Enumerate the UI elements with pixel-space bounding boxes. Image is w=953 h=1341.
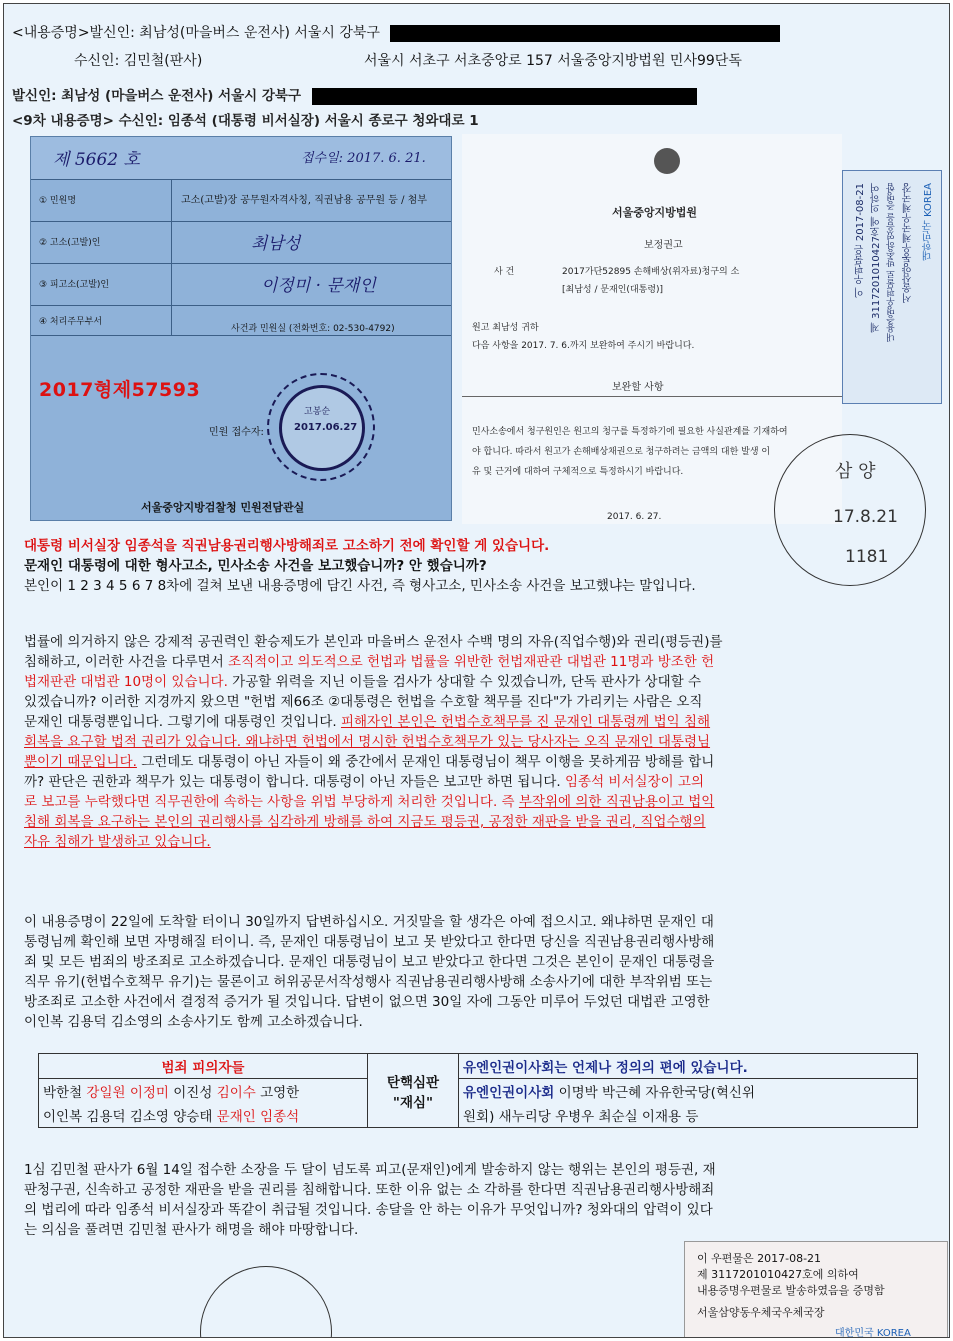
- p2-line-10: 침해 회복을 요구하는 본인의 권리행사를 심각하게 방해를 하여 지금도 평등권, 공정한 재판을 받을 권리, 직업수행의: [24, 814, 706, 830]
- s2-b: 문재인 임종석: [216, 1109, 300, 1125]
- p2-line-3a: 법재판관 대법관 10명이 있습니다.: [24, 674, 228, 690]
- redaction-bar: [390, 25, 780, 42]
- p2-line-9a: 로 보고를 누락했다면 직무권한에 속하는 사항을 위법 부당하게 처리한 것입니다. 즉: [24, 794, 519, 810]
- row-value: 최남성: [251, 234, 301, 254]
- p2-line-5b: 피해자인 본인은 헌법수호책무를 진 문재인 대통령께 법익 침해: [340, 714, 711, 730]
- p2-line-1: 법률에 의거하지 않은 강제적 공권력인 환승제도가 본인과 마을버스 운전사 수백 명의 자유(직업수행)와 권리(평등권)를: [24, 634, 723, 650]
- postmark-text-2: 17.8.21: [833, 507, 898, 527]
- rule: [462, 396, 842, 397]
- row-label: ③ 피고소(고발)인: [39, 280, 110, 290]
- p4-line-1: 1심 김민철 판사가 6월 14일 접수한 소장을 두 달이 넘도록 피고(문재인)에게 발송하지 않는 행위는 본인의 평등권, 재: [24, 1162, 716, 1178]
- p2-line-8b: 임종석 비서실장이 고의: [565, 774, 705, 790]
- contact-line: 사건과 민원실 (전화번호: 02-530-4792): [231, 324, 395, 334]
- p2-line-8: [24, 772, 942, 792]
- un1-a: 유엔인권이사회: [463, 1085, 555, 1101]
- pc-line-1: 이 우편물은 2017-08-21: [697, 1252, 822, 1265]
- p1-line-1: 대통령 비서실장 임종석을 직권남용권리행사방해죄로 고소하기 전에 확인할 게 있습니다.: [24, 538, 550, 554]
- row-value: 이정미 · 문재인: [261, 276, 376, 296]
- court-notice: [462, 134, 842, 524]
- p2-line-2: [24, 652, 942, 672]
- redaction-bar-2: [312, 88, 697, 105]
- p4-line-2: 판청구권, 신속하고 공정한 재판을 받을 권리를 침해합니다. 또한 이유 없는 소 각하를 한다면 직권남용권리행사방해죄: [24, 1182, 715, 1198]
- s1-b: 강일원 이정미: [86, 1085, 169, 1101]
- section-heading: 보완할 사항: [612, 382, 664, 393]
- paragraph-2: [24, 632, 942, 852]
- p3-line-5: 방조죄로 고소한 사건에서 결정적 증거가 될 것입니다. 답변이 없으면 30일 자에 그동안 미루어 두었던 대법관 고영한: [24, 994, 710, 1010]
- body-1: 민사소송에서 청구원인은 원고의 청구를 특정하기에 필요한 사실관계를 기재하여: [472, 427, 788, 437]
- middle-line-2: "재심": [392, 1094, 434, 1111]
- receipt-stamp: [279, 385, 365, 471]
- header-line-1: [12, 22, 780, 42]
- p3-line-3: 죄 및 모든 범죄의 방조죄로 고소하겠습니다. 문재인 대통령님이 보고 받았다고 한다면 그것은 본인이 문재인 대통령을: [24, 954, 715, 970]
- row-value: 고소(고발)장 공무원자격사칭, 직권남용 공무원 등 / 첨부: [181, 195, 427, 206]
- p3-line-2: 통령님께 확인해 보면 자명해질 터이니. 즉, 문재인 대통령님이 보고 못 받았다고 한다면 당신을 직권남용권리행사방해: [24, 934, 715, 950]
- postmark-text-1: 삼 양: [835, 461, 876, 482]
- addressee: 원고 최남성 귀하: [472, 323, 539, 333]
- postmark-text-3: 1181: [845, 547, 889, 567]
- s2-a: 이인복 김용덕 김소영 양승태: [43, 1109, 217, 1125]
- middle-line-1: 탄핵심판: [386, 1074, 440, 1091]
- p2-line-4: 있겠습니까? 이러한 지경까지 왔으면 "헌법 제66조 ②대통령은 헌법을 수호할 책무를 진다"가 가리키는 사람은 오직: [24, 694, 703, 710]
- un-header: 유엔인권이사회는 언제나 정의의 편에 있습니다.: [459, 1054, 918, 1079]
- receipt-date: 접수일: 2017. 6. 21.: [301, 151, 426, 166]
- case-label: 사 건: [494, 267, 515, 277]
- notice-title: 보정권고: [644, 240, 683, 251]
- p2-line-6: 회복을 요구할 법적 권리가 있습니다. 왜냐하면 헌법에서 명시한 헌법수호책무가 있는 당사자는 오직 문재인 대통령님: [24, 734, 711, 750]
- un-row-2: 원회) 새누리당 우병우 최순실 이재용 등: [459, 1103, 918, 1128]
- p2-line-3: [24, 672, 942, 692]
- p1-line-3: 본인이 1 2 3 4 5 6 7 8차에 걸쳐 보낸 내용증명에 담긴 사건, 즉 형사고소, 민사소송 사건을 보고했냐는 말입니다.: [24, 578, 696, 594]
- pc-line-2: 제 3117201010427호에 의하여: [697, 1268, 859, 1281]
- s1-e: 고영한: [255, 1085, 300, 1101]
- stamp-date: 2017.06.27: [294, 422, 358, 433]
- header-recipient: 수신인: 김민철(판사): [74, 53, 203, 69]
- receipt-row-2: [31, 221, 451, 264]
- body-3: 유 및 근거에 대하여 구체적으로 특정하시기 바랍니다.: [472, 467, 684, 477]
- document-page: [3, 3, 950, 1338]
- row-label: ① 민원명: [39, 196, 77, 206]
- bottom-stamp: [200, 1266, 332, 1338]
- cert-line-4: 서울삼양동우체국우체국장: [903, 183, 914, 303]
- row-label: ④ 처리주무부서: [39, 317, 103, 327]
- receipt-row-3: [31, 263, 451, 306]
- divider: [171, 179, 172, 335]
- sender-line: [12, 84, 697, 105]
- row-label: ② 고소(고발)인: [39, 238, 101, 248]
- pc-line-3: 내용증명우편물로 발송하였음을 증명함: [697, 1284, 885, 1297]
- paragraph-4: [24, 1160, 942, 1240]
- s1-d: 김이수: [216, 1085, 256, 1101]
- parties: [최남성 / 문재인(대통령)]: [562, 285, 664, 295]
- impeachment-cell: [368, 1054, 459, 1128]
- s1-c: 이진성: [168, 1085, 217, 1101]
- p1-line-2: 문재인 대통령에 대한 형사고소, 민사소송 사건을 보고했습니까? 안 했습니까?: [24, 558, 487, 574]
- receipt-top-row: [31, 137, 451, 180]
- court-name: 서울중앙지방법원: [612, 206, 698, 219]
- p2-line-7b: 그런데도 대통령이 아닌 자들이 왜 중간에서 문재인 대통령님이 책무 이행을 못하게끔 방해를 합니: [136, 754, 715, 770]
- p2-line-9: [24, 792, 942, 812]
- suspects-header: 범죄 피의자들: [39, 1054, 368, 1079]
- pc-line-4: 서울삼양동우체국우체국장: [697, 1306, 825, 1319]
- pc-brand: 대한민국 KOREA: [835, 1328, 911, 1338]
- sender-text: 발신인: 최남성 (마을버스 운전사) 서울시 강북구: [12, 88, 302, 104]
- receipt-number: 제 5662 호: [53, 150, 140, 170]
- p2-line-7a: 뿐이기 때문입니다.: [24, 754, 137, 770]
- suspects-row-2: [39, 1103, 368, 1128]
- suspects-table: [38, 1053, 918, 1128]
- p2-line-5a: 문재인 대통령뿐입니다. 그렇기에 대통령인 것입니다.: [24, 714, 341, 730]
- p2-line-11: 자유 침해가 발생하고 있습니다.: [24, 834, 211, 850]
- paragraph-1: [24, 536, 942, 596]
- cert-line-3: 내용증명우편물로 발송하였음을 증명함: [887, 183, 897, 342]
- suspects-row-1: [39, 1079, 368, 1104]
- body-2: 야 합니다. 따라서 원고가 손해배상채권으로 청구하려는 금액의 대한 발생 이: [472, 447, 771, 457]
- p3-line-6: 이인복 김용덕 김소영의 소송사기도 함께 고소하겠습니다.: [24, 1014, 363, 1030]
- header-line-2: [74, 50, 202, 70]
- un1-b: 이명박 박근혜 자유한국당(혁신위: [554, 1085, 756, 1101]
- notice-date: 2017. 6. 27.: [607, 512, 662, 522]
- un-row-1: [459, 1079, 918, 1104]
- cert-line-2: 제 3117201010427호에 의하여: [871, 183, 882, 333]
- p2-line-7: [24, 752, 942, 772]
- instruction: 다음 사항을 2017. 7. 6.까지 보완하여 주시기 바랍니다.: [472, 341, 695, 351]
- header-address: 서울시 서초구 서초중앙로 157 서울중앙지방법원 민사99단독: [364, 53, 742, 69]
- paragraph-3: [24, 912, 942, 1032]
- post-certificate: [684, 1241, 948, 1338]
- p2-line-9b: 부작위에 의한 직권남용이고 법익: [518, 794, 715, 810]
- p2-line-8a: 까? 판단은 권한과 책무가 있는 대통령이 합니다. 대통령이 아닌 자들은 보고만 하면 됩니다.: [24, 774, 566, 790]
- p2-line-5: [24, 712, 942, 732]
- s1-a: 박한철: [43, 1085, 87, 1101]
- p2-line-2a: 침해하고, 이러한 사건을 다루면서: [24, 654, 229, 670]
- court-emblem: [654, 148, 680, 174]
- stamp-name: 고봉순: [304, 407, 331, 417]
- cert-brand: 대한민국 KOREA: [923, 183, 934, 261]
- receipt-footer: 서울중앙지방검찰청 민원전담관실: [141, 501, 305, 514]
- p3-line-4: 직무 유기(헌법수호책무 유기)는 물론이고 허위공문서작성행사 직권남용권리행사방해 소송사기에 대한 부작위범 또는: [24, 974, 713, 990]
- receiver-label: 민원 접수자:: [209, 427, 264, 438]
- p2-line-3b: 가공할 위력을 지닌 이들을 검사가 상대할 수 있겠습니까, 단독 판사가 상대할 수: [227, 674, 701, 690]
- recipient-line: <9차 내용증명> 수신인: 임종석 (대통령 비서실장) 서울시 종로구 청와대로 1: [12, 113, 479, 129]
- p3-line-1: 이 내용증명이 22일에 도착할 터이니 30일까지 답변하십시오. 거짓말을 할 생각은 아예 접으시고. 왜냐하면 문재인 대: [24, 914, 714, 930]
- receipt-form: [30, 136, 452, 521]
- p2-line-2b: 조직적이고 의도적으로 헌법과 법률을 위반한 헌법재판관 대법관 11명과 방조한 헌: [228, 654, 715, 670]
- case-value: 2017가단52895 손해배상(위자료)청구의 소: [562, 267, 740, 277]
- case-number: 2017형제57593: [39, 379, 201, 401]
- p4-line-4: 는 의심을 풀려면 김민철 판사가 해명을 해야 마땅합니다.: [24, 1222, 359, 1238]
- receipt-row-1: [31, 179, 451, 222]
- cert-line-1: 이 우편물은 2017-08-21: [855, 183, 866, 298]
- certificate-stamp: [842, 170, 942, 404]
- p4-line-3: 의 법리에 따라 임종석 비서실장과 똑같이 취급될 것입니다. 송달을 안 하는 이유가 무엇입니까? 청와대의 압력이 있다: [24, 1202, 713, 1218]
- header-sender: <내용증명>발신인: 최남성(마을버스 운전사) 서울시 강북구: [12, 25, 380, 41]
